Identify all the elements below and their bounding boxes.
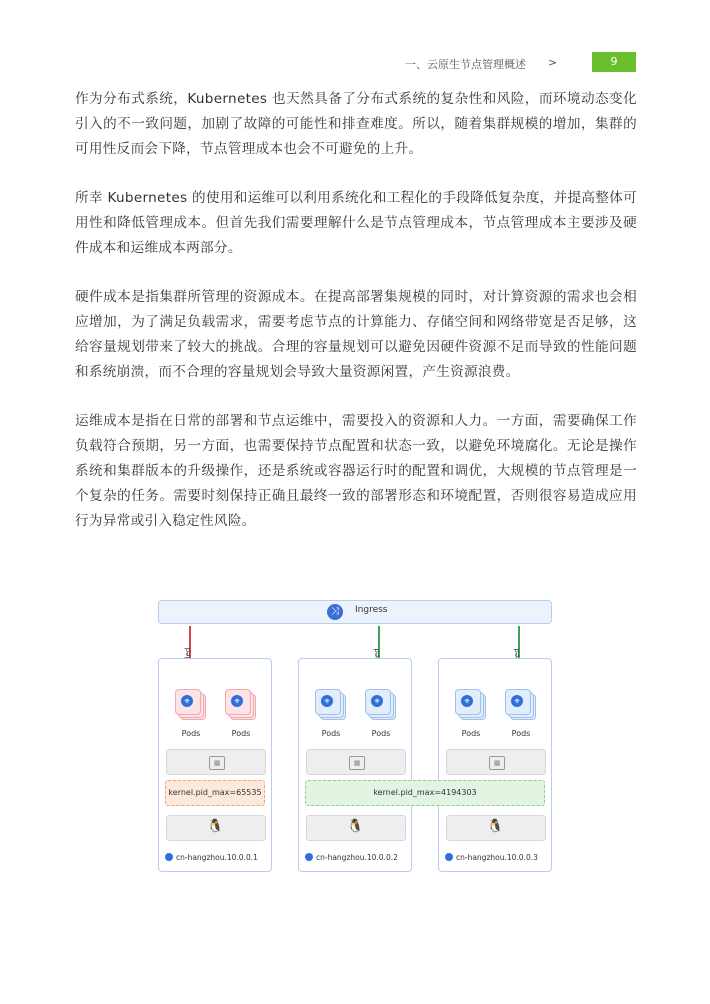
os-box: [166, 815, 266, 841]
node-icon: [445, 853, 453, 861]
node-card: [158, 658, 272, 872]
node-icon: [305, 853, 313, 861]
linux-penguin-icon: 🐧: [207, 819, 224, 834]
pod-stack: [225, 689, 253, 717]
kubernetes-icon: ⎈: [181, 695, 193, 707]
pod-stack: [455, 689, 483, 717]
body-text: [75, 87, 637, 558]
kubernetes-icon: ⎈: [461, 695, 473, 707]
kubernetes-icon: ⎈: [321, 695, 333, 707]
node-name: cn-hangzhou.10.0.0.2: [305, 853, 398, 862]
paragraph: 硬件成本是指集群所管理的资源成本。在提高部署集规模的同时，对计算资源的需求也会相应增加，为了满足负载需求，需要考虑节点的计算能力、存储空间和网络带宽是否足够，这给容量规划带来了较大的挑战。合理的容量规划可以避免因硬件资源不足而导致的性能问题和系统崩溃，而不合理的容量规划会导致大量资源闲置，产生资源浪费。: [75, 289, 637, 380]
pod-label: Pods: [181, 729, 201, 738]
pod-label: Pods: [321, 729, 341, 738]
paragraph: 所幸 Kubernetes 的使用和运维可以利用系统化和工程化的手段降低复杂度，并提高整体可用性和降低管理成本。但首先我们需要理解什么是节点管理成本，节点管理成本主要涉及硬件成本和运维成本两部分。: [75, 190, 637, 256]
kernel-setting-node1: kernel.pid_max=65535: [165, 780, 265, 806]
kubernetes-icon: ⎈: [231, 695, 243, 707]
container-runtime-box: [166, 749, 266, 775]
chapter-title: 一、云原生节点管理概述: [405, 58, 526, 71]
chevron-right-icon: >: [548, 56, 558, 69]
linux-penguin-icon: 🐧: [347, 819, 364, 834]
page-number: 9: [592, 52, 636, 72]
container-runtime-icon: ▦: [489, 756, 505, 770]
paragraph: 作为分布式系统，Kubernetes 也天然具备了分布式系统的复杂性和风险，而环境动态变化引入的不一致问题，加剧了故障的可能性和排查难度。所以，随着集群规模的增加，集群的可用性反而会下降，节点管理成本也会不可避免的上升。: [75, 91, 637, 157]
node-card: [298, 658, 412, 872]
ingress-label: Ingress: [355, 605, 388, 615]
paragraph: 运维成本是指在日常的部署和节点运维中，需要投入的资源和人力。一方面，需要确保工作负载符合预期，另一方面，也需要保持节点配置和状态一致，以避免环境腐化。无论是操作系统和集群版本的升级操作，还是系统或容器运行时的配置和调优，大规模的节点管理是一个复杂的任务。需要时刻保持正确且最终一致的部署形态和环境配置，否则很容易造成应用行为异常或引入稳定性风险。: [75, 413, 637, 529]
node-name: cn-hangzhou.10.0.0.1: [165, 853, 258, 862]
linux-penguin-icon: 🐧: [487, 819, 504, 834]
node-icon: [165, 853, 173, 861]
kernel-setting-node2-3: kernel.pid_max=4194303: [305, 780, 545, 806]
os-box: [446, 815, 546, 841]
pod-label: Pods: [231, 729, 251, 738]
shuffle-icon: ⤨: [327, 604, 343, 620]
pod-stack: [505, 689, 533, 717]
pod-label: Pods: [371, 729, 391, 738]
node-architecture-diagram: [148, 590, 558, 876]
pod-label: Pods: [511, 729, 531, 738]
container-runtime-box: [306, 749, 406, 775]
pod-stack: [315, 689, 343, 717]
container-runtime-box: [446, 749, 546, 775]
kubernetes-icon: ⎈: [371, 695, 383, 707]
container-runtime-icon: ▦: [209, 756, 225, 770]
node-name: cn-hangzhou.10.0.0.3: [445, 853, 538, 862]
pod-label: Pods: [461, 729, 481, 738]
node-card: [438, 658, 552, 872]
pod-stack: [365, 689, 393, 717]
container-runtime-icon: ▦: [349, 756, 365, 770]
page-header: [0, 52, 710, 72]
kubernetes-icon: ⎈: [511, 695, 523, 707]
os-box: [306, 815, 406, 841]
pod-stack: [175, 689, 203, 717]
ingress-bar: [158, 600, 552, 624]
